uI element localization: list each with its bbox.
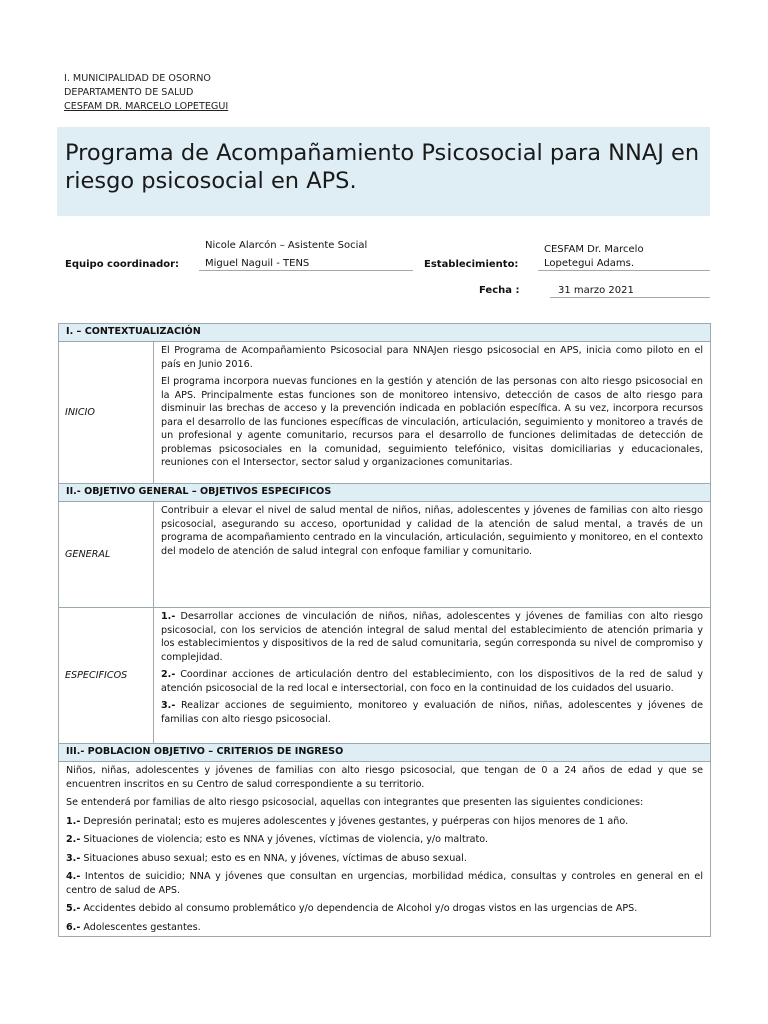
criterio-6-text: Adolescentes gestantes. [80, 921, 201, 933]
equipo-member-2: Miguel Naguil - TENS [205, 258, 310, 269]
poblacion-paragraph-1: Niños, niñas, adolescentes y jóvenes de familias con alto riesgo psicosocial, que tengan de 0 a 24 años de edad y que se encuentren inscritos en su Centro de salud correspondiente a su territorio. [66, 765, 704, 790]
section-header-poblacion: III.- POBLACION OBJETIVO – CRITERIOS DE INGRESO [59, 744, 711, 762]
especifico-3-text: Realizar acciones de seguimiento, monitoreo y evaluación de niños, niñas, adolescentes y jóvenes de familias con alto riesgo psicosocial. [161, 700, 704, 725]
inicio-content [154, 342, 711, 484]
establecimiento-label: Establecimiento: [424, 259, 519, 270]
equipo-underline [199, 270, 413, 271]
poblacion-content [59, 762, 711, 937]
especifico-1 [161, 610, 703, 664]
program-table [58, 323, 711, 937]
especificos-content [154, 608, 711, 744]
criterio-5-number: 5.- [66, 903, 81, 914]
criterio-2-text: Situaciones de violencia; esto es NNA y jóvenes, víctimas de violencia, y/o maltrato. [80, 834, 489, 845]
criterio-6-number: 6.- [66, 921, 81, 933]
establecimiento-underline [538, 270, 710, 271]
criterio-3 [66, 852, 703, 866]
inicio-paragraph-2: El programa incorpora nuevas funciones en la gestión y atención de las personas con alto riesgo psicosocial en la APS. Principalmente estas funciones son de monitoreo intensivo, detección de casos de alto riesgo para disminuir las brechas de acceso y la prevención indicada en población específica. A su vez, incorpora recursos para el desarrollo de las funciones específicas de vinculación, articulación, seguimiento y monitoreo a través de un profesional y agente comunitario, recursos para el desarrollo de funciones delimitadas de detección de problemas psicosociales en la comunidad, seguimiento telefónico, visitas domiciliarias y educacionales, reuniones con el Intersector, sector salud y organizaciones comunitarias. [161, 376, 704, 468]
criterio-1-number: 1.- [66, 815, 81, 827]
fecha-label: Fecha : [479, 285, 520, 296]
criterio-4-text: Intentos de suicidio; NNA y jóvenes que consultan en urgencias, morbilidad médica, consultas y controles en general en el centro de salud de APS. [66, 871, 704, 896]
section-header-objetivos: II.- OBJETIVO GENERAL – OBJETIVOS ESPECIFICOS [59, 484, 711, 502]
criterio-2 [66, 833, 703, 847]
establecimiento-line-2: Lopetegui Adams. [544, 258, 634, 269]
criterio-5 [66, 902, 703, 916]
especifico-2 [161, 668, 703, 695]
especifico-3-number: 3.- [161, 700, 176, 711]
criterio-4-number: 4.- [66, 871, 81, 882]
especifico-3 [161, 699, 703, 726]
criterio-3-number: 3.- [66, 852, 81, 864]
title-banner [57, 127, 710, 216]
fecha-value: 31 marzo 2021 [558, 285, 634, 296]
criterio-4 [66, 870, 703, 897]
document-title: Programa de Acompañamiento Psicosocial para NNAJ en riesgo psicosocial en APS. [65, 140, 700, 194]
especifico-2-number: 2.- [161, 669, 176, 680]
row-label-general: GENERAL [59, 502, 154, 608]
inicio-paragraph-1: El Programa de Acompañamiento Psicosocial para NNAJen riesgo psicosocial en APS, inicia como piloto en el país en Junio 2016. [161, 345, 704, 370]
criterio-2-number: 2.- [66, 834, 81, 845]
especifico-1-text: Desarrollar acciones de vinculación de niños, niñas, adolescentes y jóvenes de familias con alto riesgo psicosocial, con los servicios de atención integral de salud mental del establecimiento de atención primaria y los establecimientos y dispositivos de la red de salud comunitaria, según corresponda su nivel de compromiso y complejidad. [161, 611, 704, 663]
row-label-inicio: INICIO [59, 342, 154, 484]
especifico-2-text: Coordinar acciones de articulación dentro del establecimiento, con los dispositivos de la red de salud y atención psicosocial de la red local e intersectorial, con foco en la continuidad de los cuidados del usuario. [161, 669, 704, 694]
criterio-5-text: Accidentes debido al consumo problemático y/o dependencia de Alcohol y/o drogas vistos en las urgencias de APS. [80, 903, 638, 914]
institution-line-1: I. MUNICIPALIDAD DE OSORNO [64, 73, 211, 84]
institution-line-3: CESFAM DR. MARCELO LOPETEGUI [64, 101, 229, 112]
criterio-1 [66, 815, 703, 829]
section-header-contextualizacion: I. – CONTEXTUALIZACIÓN [59, 324, 711, 342]
row-label-especificos: ESPECIFICOS [59, 608, 154, 744]
criterio-3-text: Situaciones abuso sexual; esto es en NNA, y jóvenes, víctimas de abuso sexual. [80, 852, 467, 864]
equipo-member-1: Nicole Alarcón – Asistente Social [205, 240, 368, 251]
criterio-6 [66, 921, 703, 935]
fecha-underline [550, 297, 710, 298]
criterio-1-text: Depresión perinatal; esto es mujeres adolescentes y jóvenes gestantes, y puérperas con hijos menores de 1 año. [80, 815, 629, 827]
especifico-1-number: 1.- [161, 611, 176, 622]
institution-line-2: DEPARTAMENTO DE SALUD [64, 87, 194, 98]
institution-header [64, 72, 228, 114]
general-content: Contribuir a elevar el nivel de salud mental de niños, niñas, adolescentes y jóvenes de familias con alto riesgo psicosocial, asegurando su acceso, oportunidad y calidad de la atención de salud mental, a través de un programa de acompañamiento centrado en la vinculación, articulación, seguimiento y monitoreo, en el contexto del modelo de atención de salud integral con enfoque familiar y comunitario. [154, 502, 711, 608]
establecimiento-line-1: CESFAM Dr. Marcelo [544, 244, 644, 255]
poblacion-paragraph-2: Se entenderá por familias de alto riesgo psicosocial, aquellas con integrantes que presenten las siguientes condiciones: [66, 797, 644, 808]
equipo-label: Equipo coordinador: [65, 259, 180, 270]
